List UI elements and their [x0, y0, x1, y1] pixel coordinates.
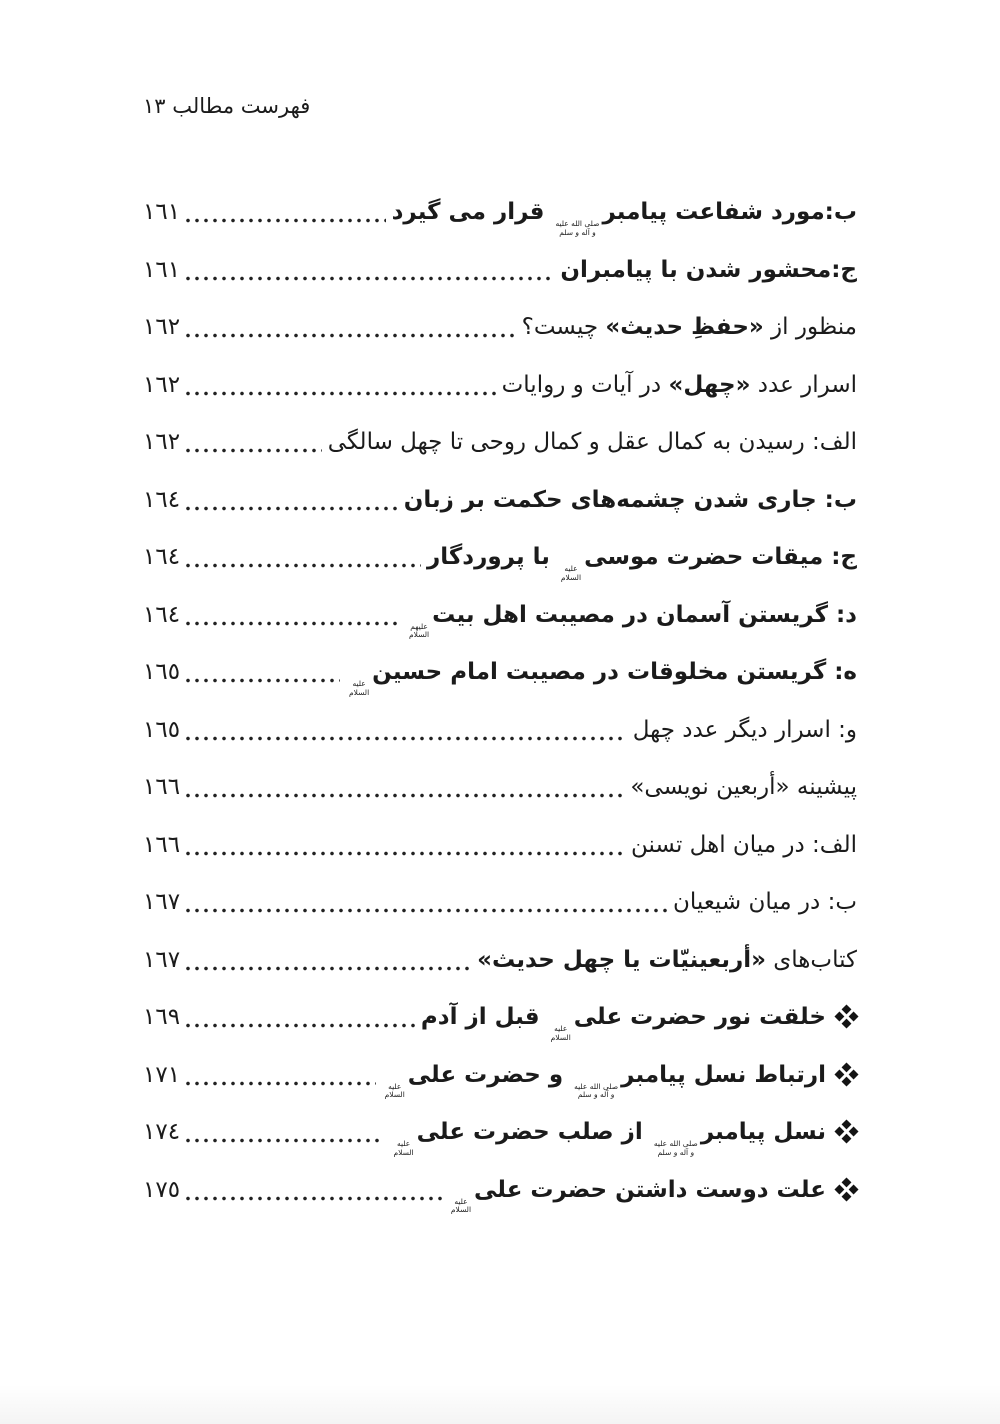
toc-entry-text: خلقت نور حضرت علی — [573, 1004, 826, 1030]
toc-entry-text: از صلب حضرت علی — [416, 1119, 651, 1145]
honorific-alayhis-salam-icon: علیه السلام — [550, 1024, 571, 1042]
toc-entry-text: نسل پیامبر — [700, 1119, 826, 1145]
diamond-bullet-icon — [834, 1119, 858, 1143]
toc-entry-title — [522, 309, 857, 345]
toc-entry — [143, 1114, 857, 1172]
toc-entry-page-number: ١٦٤ — [143, 601, 181, 628]
scan-edge-shadow — [0, 1384, 1000, 1424]
honorific-alayhis-salam-icon: علیه السلام — [348, 679, 370, 697]
toc-entry-page-number: ١٦٧ — [143, 946, 181, 973]
toc-entry-title — [406, 597, 857, 640]
dot-leader — [186, 194, 386, 230]
toc-entry-text: کتاب‌های — [765, 946, 857, 973]
toc-list — [143, 194, 857, 1229]
toc-entry-text: پیشینه «أربعین نویسی» — [630, 774, 857, 800]
dot-leader — [186, 1057, 376, 1093]
toc-entry-text: قرار می گیرد — [391, 199, 553, 225]
toc-entry — [143, 654, 857, 712]
toc-entry — [143, 942, 857, 1000]
dot-leader — [186, 539, 421, 575]
toc-entry — [143, 1057, 857, 1115]
toc-entry — [143, 1172, 857, 1230]
toc-entry-title — [392, 194, 857, 237]
toc-entry-page-number: ١٧٥ — [143, 1176, 181, 1203]
toc-entry-title — [328, 424, 857, 460]
toc-entry-title — [477, 942, 857, 978]
honorific-sallallahu-alayhi-wa-alih-icon: صلی الله علیه و آله و سلم — [653, 1139, 698, 1157]
dot-leader — [186, 654, 340, 690]
toc-entry-text: قبل از آدم — [420, 1004, 548, 1030]
toc-entry — [143, 194, 857, 252]
dot-leader — [186, 367, 496, 403]
toc-entry-title — [404, 482, 857, 518]
toc-entry-text: علت دوست داشتن حضرت علی — [474, 1176, 826, 1203]
toc-entry-title — [631, 827, 857, 863]
toc-entry — [143, 309, 857, 367]
honorific-sallallahu-alayhi-wa-alih-icon: صلی الله علیه و آله و سلم — [574, 1081, 619, 1100]
toc-entry — [143, 999, 857, 1057]
toc-entry-page-number: ١٧٤ — [143, 1119, 181, 1145]
toc-entry-text: د: گریستن آسمان در مصیبت اهل بیت — [432, 601, 857, 628]
honorific-alayhis-salam-icon: علیه السلام — [384, 1081, 405, 1100]
toc-entry-page-number: ١٦٥ — [143, 716, 181, 743]
diamond-bullet-icon — [834, 1004, 858, 1028]
toc-entry-text: «چهل» — [668, 371, 751, 398]
dot-leader — [186, 1172, 442, 1208]
honorific-alayhim-assalam-icon: علیهم السلام — [408, 621, 430, 640]
toc-entry — [143, 884, 857, 942]
toc-entry-title — [633, 712, 857, 748]
toc-entry-title — [448, 1172, 826, 1215]
dot-leader — [186, 309, 516, 345]
toc-entry-title — [630, 769, 857, 805]
toc-entry-text: منظور از — [763, 314, 857, 340]
dot-leader — [186, 999, 415, 1035]
toc-entry-page-number: ١٦٦ — [143, 774, 181, 800]
toc-entry-text: ب: جاری شدن چشمه‌های حکمت بر زبان — [403, 486, 857, 513]
toc-entry-text: «أربعینیّات یا چهل حدیث» — [477, 946, 766, 973]
toc-entry-title — [382, 1057, 826, 1100]
toc-entry-text: چیست؟ — [521, 314, 606, 340]
toc-entry-page-number: ١٧١ — [143, 1061, 181, 1088]
toc-entry-page-number: ١٦٦ — [143, 831, 181, 858]
toc-entry — [143, 252, 857, 310]
diamond-bullet-icon — [834, 1177, 858, 1201]
toc-entry-title — [427, 539, 857, 582]
toc-entry-page-number: ١٦٩ — [143, 1004, 181, 1030]
toc-entry — [143, 597, 857, 655]
toc-entry — [143, 482, 857, 540]
toc-entry-text: الف: رسیدن به کمال عقل و کمال روحی تا چهل سالگی — [327, 429, 857, 455]
dot-leader — [186, 424, 322, 460]
toc-entry-text: اسرار عدد — [750, 371, 857, 398]
toc-entry-page-number: ١٦١ — [143, 199, 181, 225]
toc-entry-text: ج:محشور شدن با پیامبران — [560, 256, 857, 283]
toc-entry — [143, 769, 857, 827]
toc-entry-title — [673, 884, 857, 920]
dot-leader — [186, 942, 471, 978]
toc-entry-text: و حضرت علی — [407, 1061, 572, 1088]
toc-entry-text: ه: گریستن مخلوقات در مصیبت امام حسین — [372, 659, 857, 685]
toc-entry-title — [502, 367, 857, 403]
dot-leader — [186, 827, 625, 863]
toc-entry-title — [421, 999, 826, 1042]
toc-entry-page-number: ١٦٢ — [143, 314, 181, 340]
toc-entry-title — [390, 1114, 826, 1157]
toc-entry-text: ب: در میان شیعیان — [673, 889, 857, 915]
toc-entry — [143, 424, 857, 482]
toc-entry — [143, 827, 857, 885]
dot-leader — [186, 884, 667, 920]
toc-entry — [143, 712, 857, 770]
honorific-sallallahu-alayhi-wa-alih-icon: صلی الله علیه و آله و سلم — [555, 219, 600, 237]
toc-entry-page-number: ١٦٢ — [143, 371, 181, 398]
toc-entry-page-number: ١٦٥ — [143, 659, 181, 685]
toc-entry-page-number: ١٦٢ — [143, 429, 181, 455]
toc-entry-text: ب:مورد شفاعت پیامبر — [602, 199, 857, 225]
toc-entry-text: و: اسرار دیگر عدد چهل — [632, 716, 857, 743]
toc-entry-page-number: ١٦٤ — [143, 486, 181, 513]
toc-entry-title — [346, 654, 857, 697]
dot-leader — [186, 712, 627, 748]
honorific-alayhis-salam-icon: علیه السلام — [450, 1196, 472, 1215]
page-header: فهرست مطالب ۱۳ — [143, 94, 311, 118]
toc-entry-page-number: ١٦٤ — [143, 544, 181, 570]
toc-entry-text: ج: میقات حضرت موسی — [584, 544, 857, 570]
dot-leader — [186, 482, 398, 518]
dot-leader — [186, 1114, 384, 1150]
toc-entry-page-number: ١٦٧ — [143, 889, 181, 915]
toc-entry-text: ارتباط نسل پیامبر — [621, 1061, 826, 1088]
dot-leader — [186, 252, 554, 288]
dot-leader — [186, 769, 624, 805]
toc-entry — [143, 539, 857, 597]
diamond-bullet-icon — [834, 1062, 858, 1086]
toc-entry-text: با پروردگار — [427, 544, 558, 570]
toc-entry-text: «حفظِ حدیث» — [605, 314, 764, 340]
honorific-alayhis-salam-icon: علیه السلام — [560, 564, 582, 582]
toc-entry-text: الف: در میان اهل تسنن — [630, 831, 857, 858]
toc-entry-text: در آیات و روایات — [501, 371, 669, 398]
toc-entry-title — [560, 252, 857, 288]
dot-leader — [186, 597, 400, 633]
toc-entry — [143, 367, 857, 425]
honorific-alayhis-salam-icon: علیه السلام — [393, 1139, 414, 1157]
toc-entry-page-number: ١٦١ — [143, 256, 181, 283]
